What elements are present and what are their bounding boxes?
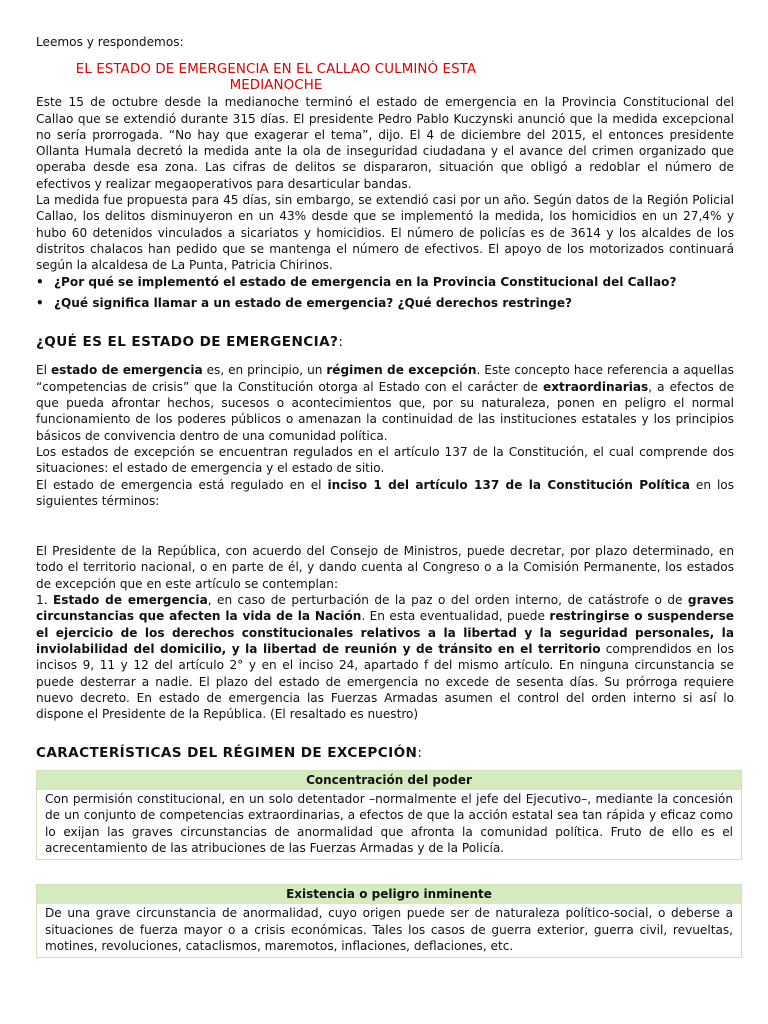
characteristic-box-danger	[36, 884, 742, 958]
text-run: El estado de emergencia está regulado en el	[36, 477, 328, 492]
regulation-paragraph: Los estados de excepción se encuentran regulados en el artículo 137 de la Constitución, el cual comprende dos situaciones: el estado de emergencia y el estado de sitio.	[36, 444, 734, 476]
text-run: es, en principio, un	[202, 363, 327, 378]
item-number: 1.	[36, 593, 53, 608]
intro-text: Leemos y respondemos:	[36, 35, 184, 49]
text-run: , en caso de perturbación de la paz o del orden interno, de catástrofe o de	[207, 593, 688, 608]
constitution-item-1	[36, 592, 734, 722]
text-run: , a efectos de que pueda afrontar hechos, sucesos o acontecimientos que, por su naturaleza, ponen en peligro el normal funcionamiento de los poderes públicos o amenazan la continuidad de las instituciones estatales y los principios básicos de convivencia dentro de una comunidad política.	[36, 379, 735, 443]
definition-paragraph	[36, 362, 734, 443]
heading-text: CARACTERÍSTICAS DEL RÉGIMEN DE EXCEPCIÓN	[36, 745, 418, 762]
box-body: Con permisión constitucional, en un solo detentador –normalmente el jefe del Ejecutivo–, mediante la concesión de un conjunto de competencias extraordinarias, a efectos de que la acción estatal sea tan rápida y eficaz como lo exijan las graves circunstancias de anormalidad que afronta la comunidad política. Fruto de ello es el acrecentamiento de las atribuciones de las Fuerzas Armadas y de la Policía.	[45, 791, 733, 855]
article-137-paragraph	[36, 477, 734, 510]
bold-run: régimen de excepción	[326, 363, 477, 378]
article-title	[46, 62, 506, 94]
box-title: Concentración del poder	[37, 771, 741, 790]
bold-run: Estado de emergencia	[52, 593, 208, 608]
characteristic-box-concentration	[36, 770, 742, 860]
article-title-line-2: MEDIANOCHE	[229, 78, 323, 94]
bold-run: extraordinarias	[543, 379, 649, 394]
text-run: en los siguientes términos:	[36, 477, 735, 508]
bold-run: restringirse o suspenderse el ejercicio de los derechos constitucionales relativos a la libertad y la seguridad personales, la inviolabilidad del domicilio, y la libertad de reunión y de tránsito en el territorio	[36, 609, 734, 656]
article-title-line-1: EL ESTADO DE EMERGENCIA EN EL CALLAO CULMINÓ ESTA	[75, 62, 477, 78]
text-run: . En esta eventualidad, puede	[361, 609, 550, 624]
heading-text: ¿QUÉ ES EL ESTADO DE EMERGENCIA?	[36, 334, 339, 351]
question-item: • ¿Por qué se implementó el estado de emergencia en la Provincia Constitucional del Callao?	[54, 274, 734, 290]
article-paragraph-2: La medida fue propuesta para 45 días, sin embargo, se extendió casi por un año. Según datos de la Región Policial Callao, los delitos disminuyeron en un 43% desde que se implementó la medida, los homicidios en un 27,4% y hubo 60 detenidos vinculados a sicariatos y homicidios. El número de policías es de 3614 y los alcaldes de los distritos chalacos han pedido que se mantenga el número de efectivos. El apoyo de los motorizados continuará según la alcaldesa de La Punta, Patricia Chirinos.	[36, 193, 734, 273]
spacer	[36, 509, 734, 543]
question-list	[36, 274, 734, 312]
question-item: • ¿Qué significa llamar a un estado de emergencia? ¿Qué derechos restringe?	[54, 295, 734, 311]
constitution-quote-paragraph: El Presidente de la República, con acuerdo del Consejo de Ministros, puede decretar, por plazo determinado, en todo el territorio nacional, o en parte de él, y dando cuenta al Congreso o a la Comisión Permanente, los estados de excepción que en este artículo se contemplan:	[36, 544, 734, 591]
bold-run: inciso 1 del artículo 137 de la Constitución Política	[327, 477, 690, 492]
text-run: El	[36, 363, 51, 378]
document-page	[36, 34, 734, 958]
article-paragraph-1: Este 15 de octubre desde la medianoche terminó el estado de emergencia en la Provincia Constitucional del Callao que se extendió durante 315 días. El presidente Pedro Pablo Kuczynski anunció que la medida excepcional no sería prorrogada. “No hay que exagerar el tema”, dijo. El 4 de diciembre del 2015, el entonces presidente Ollanta Humala decretó la medida ante la ola de inseguridad ciudadana y el avance del crimen organizado que operaba desde esa zona. Las cifras de delitos se dispararon, situación que obligó a redoblar el número de efectivos y realizar megaoperativos para desarticular bandas.	[36, 95, 734, 191]
text-run: comprendidos en los incisos 9, 11 y 12 del artículo 2° y en el inciso 24, apartado f del mismo artículo. En ninguna circunstancia se puede desterrar a nadie. El plazo del estado de emergencia no excede de sesenta días. Su prórroga requiere nuevo decreto. En estado de emergencia las Fuerzas Armadas asumen el control del orden interno si así lo dispone el Presidente de la República. (El resaltado es nuestro)	[36, 641, 734, 722]
box-body: De una grave circunstancia de anormalidad, cuyo origen puede ser de naturaleza político-social, o deberse a situaciones de fuerza mayor o a crisis económicas. Tales los casos de guerra exterior, guerra civil, revueltas, motines, revoluciones, cataclismos, maremotos, inflaciones, deflaciones, etc.	[45, 906, 733, 954]
bold-run: graves circunstancias que afecten la vida de la Nación	[36, 593, 734, 624]
text-run: . Este concepto hace referencia a aquellas “competencias de crisis” que la Constitución otorga al Estado con el carácter de	[36, 363, 734, 394]
bold-run: estado de emergencia	[50, 363, 203, 378]
heading-colon: :	[417, 745, 423, 762]
section-heading-definition	[36, 334, 734, 350]
section-heading-characteristics	[36, 745, 734, 761]
box-title: Existencia o peligro inminente	[37, 885, 741, 904]
heading-colon: :	[338, 334, 344, 351]
